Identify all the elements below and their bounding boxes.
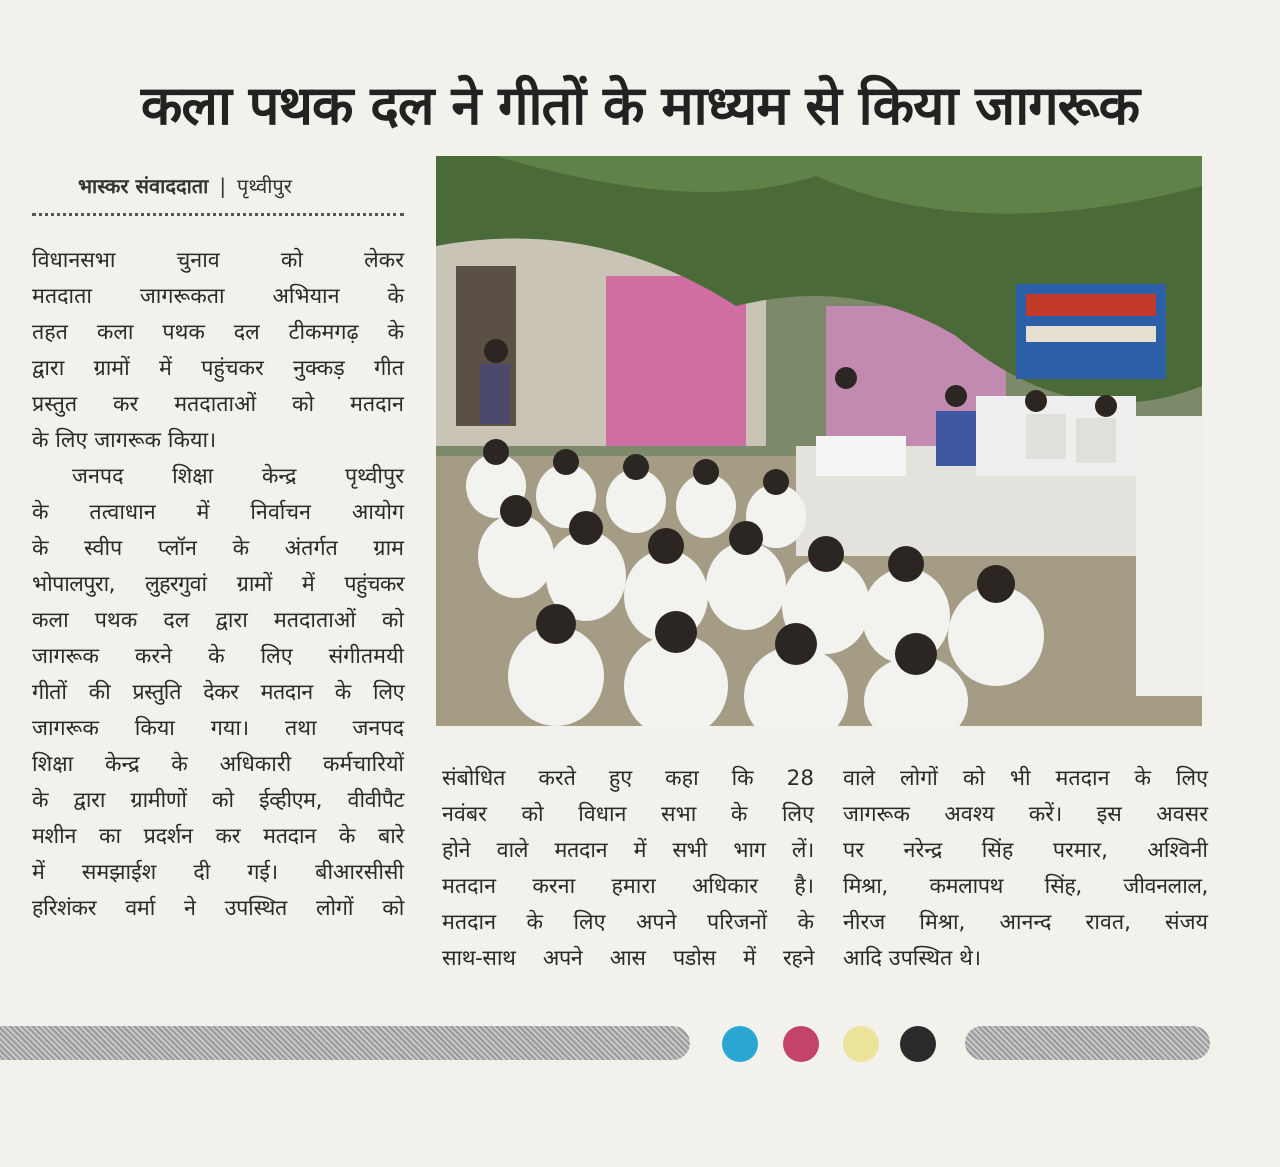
article-column-2 [442,761,814,977]
text-line: जागरूक अवश्य करें। इस अवसर [843,802,1208,827]
article-column-3 [843,761,1208,977]
text-line: तहत कला पथक दल टीकमगढ़ के [32,320,404,345]
footer-band [0,1018,1280,1068]
magenta-registration-dot [783,1026,819,1062]
yellow-registration-dot [843,1026,879,1062]
text-line: विधानसभा चुनाव को लेकर [32,248,404,273]
text-line: प्रस्तुत कर मतदाताओं को मतदान [32,392,404,417]
byline-author: भास्कर संवाददाता [78,174,209,198]
byline-separator: | [219,174,227,198]
text-line: नवंबर को विधान सभा के लिए [442,802,814,827]
text-line: नीरज मिश्रा, आनन्द रावत, संजय [843,910,1208,935]
black-registration-dot [900,1026,936,1062]
text-line: साथ-साथ अपने आस पडोस में रहने [442,946,814,971]
halftone-bar [0,1026,690,1060]
text-line: गीतों की प्रस्तुति देकर मतदान के लिए [32,680,404,705]
text-line: शिक्षा केन्द्र के अधिकारी कर्मचारियों [32,752,404,777]
byline [78,170,408,202]
byline-rule [32,213,404,216]
text-line: मशीन का प्रदर्शन कर मतदान के बारे [32,824,404,849]
text-line: भोपालपुरा, लुहरगुवां ग्रामों में पहुंचकर [32,572,404,597]
banner [1016,284,1166,379]
photo-icon [436,156,1202,726]
text-line: मतदान के लिए अपने परिजनों के [442,910,814,935]
byline-place: पृथ्वीपुर [237,174,292,198]
text-line: आदि उपस्थित थे। [843,946,982,971]
text-line: मतदान करना हमारा अधिकार है। [442,874,814,899]
text-line: के लिए जागरूक किया। [32,428,217,453]
text-line: संबोधित करते हुए कहा कि 28 [442,766,814,791]
text-line: मिश्रा, कमलापथ सिंह, जीवनलाल, [843,874,1208,899]
text-line: के द्वारा ग्रामीणों को ईव्हीएम, वीवीपैट [32,788,404,813]
text-line: कला पथक दल द्वारा मतदाताओं को [32,608,404,633]
text-line: मतदाता जागरूकता अभियान के [32,284,404,309]
text-line: पर नरेन्द्र सिंह परमार, अश्विनी [843,838,1208,863]
article-column-1 [32,243,404,927]
halftone-bar [965,1026,1210,1060]
text-line: जागरूक किया गया। तथा जनपद [32,716,404,741]
text-line: के तत्वाधान में निर्वाचन आयोग [32,500,404,525]
headline: कला पथक दल ने गीतों के माध्यम से किया जागरूक [140,74,1140,137]
text-line: वाले लोगों को भी मतदान के लिए [843,766,1208,791]
text-line: द्वारा ग्रामों में पहुंचकर नुक्कड़ गीत [32,356,404,381]
text-line: होने वाले मतदान में सभी भाग लें। [442,838,814,863]
text-line: के स्वीप प्लॉन के अंतर्गत ग्राम [32,536,404,561]
text-line: में समझाईश दी गई। बीआरसीसी [32,860,404,885]
news-photo [436,156,1202,726]
text-line: जागरूक करने के लिए संगीतमयी [32,644,404,669]
text-line: जनपद शिक्षा केन्द्र पृथ्वीपुर [72,464,404,489]
text-line: हरिशंकर वर्मा ने उपस्थित लोगों को [32,896,404,921]
cyan-registration-dot [722,1026,758,1062]
